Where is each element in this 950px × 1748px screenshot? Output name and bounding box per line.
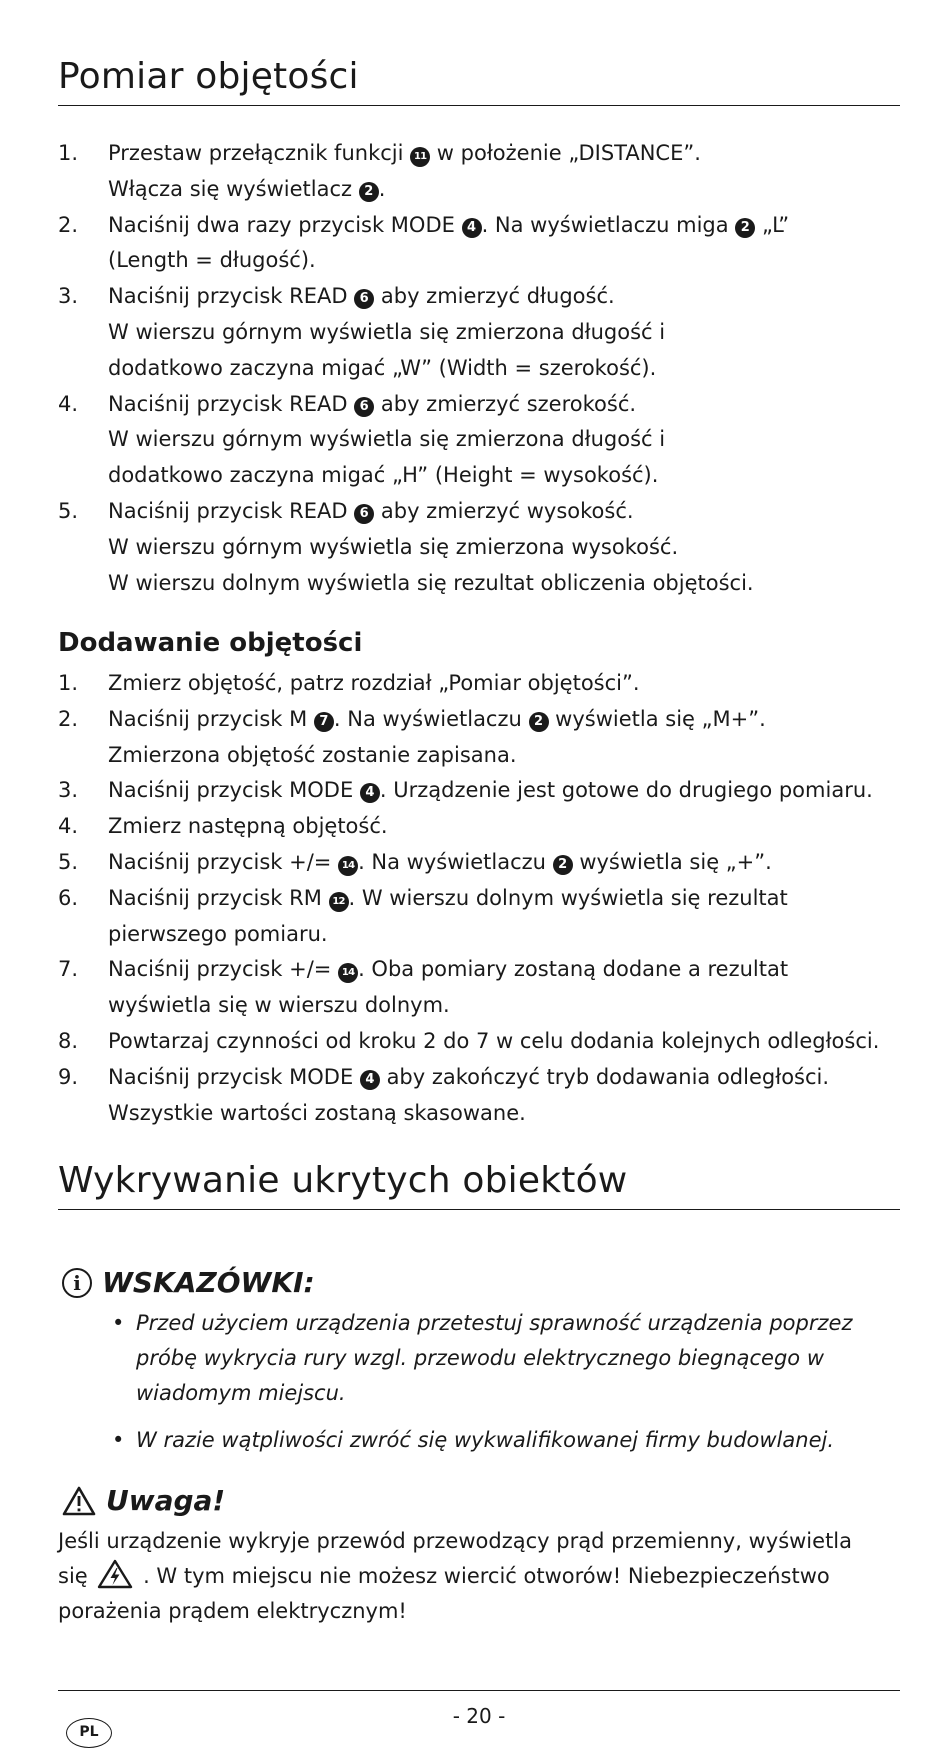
warning-triangle-icon (62, 1486, 96, 1516)
step-text: pierwszego pomiaru. (108, 921, 328, 946)
step-text: Zmierz objętość, patrz rozdział „Pomiar objętości”. (108, 671, 640, 695)
step-text: aby zmierzyć wysokość. (374, 498, 634, 523)
step-line (108, 136, 900, 172)
step-text: Naciśnij przycisk READ (108, 498, 355, 523)
callout-number-icon: 2 (553, 855, 573, 875)
step-text: wyświetla się „M+”. (548, 706, 766, 731)
step-text: W wierszu górnym wyświetla się zmierzona długość i (108, 319, 666, 344)
step-number: 6. (58, 885, 79, 910)
page-number: - 20 - (452, 1704, 506, 1728)
hints-heading (62, 1266, 315, 1299)
step-line (108, 988, 900, 1024)
step-text: Wszystkie wartości zostaną skasowane. (108, 1100, 526, 1125)
step-number: 8. (58, 1028, 79, 1053)
step-text: Naciśnij przycisk READ (108, 391, 355, 416)
step-text: dodatkowo zaczyna migać „W” (Width = szerokość). (108, 355, 657, 380)
callout-number-icon: 2 (529, 712, 549, 732)
list-item (58, 1060, 900, 1132)
step-text: aby zmierzyć szerokość. (374, 391, 637, 416)
step-number: 7. (58, 957, 79, 982)
list-item (58, 208, 900, 280)
step-text: Przestaw przełącznik funkcji (108, 141, 411, 165)
step-text: . Na wyświetlaczu miga (481, 212, 736, 237)
step-line (108, 809, 900, 845)
step-line (108, 917, 900, 953)
callout-number-icon: 4 (360, 783, 380, 803)
high-voltage-warning-icon (97, 1559, 133, 1589)
step-text: Naciśnij dwa razy przycisk MODE (108, 212, 462, 237)
step-line (108, 494, 900, 530)
step-text: Powtarzaj czynności od kroku 2 do 7 w celu dodania kolejnych odległości. (108, 1028, 880, 1053)
list-item (58, 136, 900, 208)
list-item: • Przed użyciem urządzenia przetestuj sprawność urządzenia poprzez próbę wykrycia rury wzgl. przewodu elektrycznego biegnącego w wiadomym miejscu. (112, 1306, 860, 1411)
list-item (58, 809, 900, 845)
step-line (108, 208, 900, 244)
callout-number-icon: 6 (354, 504, 374, 524)
step-line (108, 387, 900, 423)
step-text: . Urządzenie jest gotowe do drugiego pomiaru. (379, 778, 873, 803)
step-text: . W wierszu dolnym wyświetla się rezultat (348, 885, 788, 910)
step-line (108, 738, 900, 774)
step-text: Naciśnij przycisk RM (108, 885, 329, 910)
list-item (58, 1024, 900, 1060)
step-line (108, 881, 900, 917)
callout-number-icon: 14 (338, 963, 358, 983)
warning-text-start: Jeśli urządzenie wykryje przewód przewodzący prąd przemienny, wyświetla się (58, 1529, 853, 1588)
callout-number-icon: 4 (462, 218, 482, 238)
step-line (108, 1024, 900, 1060)
list-item (58, 773, 900, 809)
step-text: Naciśnij przycisk +/= (108, 849, 339, 874)
list-item: • W razie wątpliwości zwróć się wykwalifikowanej firmy budowlanej. (112, 1423, 860, 1458)
hints-list (112, 1306, 860, 1470)
step-text: dodatkowo zaczyna migać „H” (Height = wysokość). (108, 463, 659, 488)
step-number: 4. (58, 814, 79, 839)
callout-number-icon: 14 (338, 856, 358, 876)
list-item (58, 845, 900, 881)
step-text: . Na wyświetlaczu (333, 706, 529, 731)
step-number: 4. (58, 391, 79, 416)
warning-heading (62, 1484, 225, 1517)
step-line (108, 702, 900, 738)
step-line (108, 845, 900, 881)
step-text: Zmierz następną objętość. (108, 814, 388, 839)
section-heading-detection (58, 1160, 900, 1210)
list-item (58, 494, 900, 601)
callout-number-icon: 2 (359, 182, 379, 202)
step-number: 1. (58, 141, 79, 165)
step-text: Naciśnij przycisk +/= (108, 957, 339, 982)
callout-number-icon: 11 (410, 147, 430, 167)
step-number: 3. (58, 778, 79, 803)
callout-number-icon: 6 (354, 289, 374, 309)
step-text: wyświetla się w wierszu dolnym. (108, 993, 450, 1018)
section-title: Pomiar objętości (58, 56, 359, 97)
step-line (108, 1096, 900, 1132)
step-text: . Na wyświetlaczu (358, 849, 553, 874)
list-item (58, 952, 900, 1024)
callout-number-icon: 4 (360, 1070, 380, 1090)
step-text: wyświetla się „+”. (572, 849, 772, 874)
section-heading-volume (58, 56, 900, 106)
step-text: Zmierzona objętość zostanie zapisana. (108, 742, 517, 767)
step-number: 5. (58, 498, 79, 523)
step-number: 5. (58, 849, 79, 874)
callout-number-icon: 7 (314, 712, 334, 732)
step-line (108, 172, 900, 208)
callout-number-icon: 2 (735, 218, 755, 238)
step-number: 1. (58, 671, 79, 695)
step-text: Naciśnij przycisk MODE (108, 778, 360, 803)
step-text: (Length = długość). (108, 248, 316, 273)
step-text: Naciśnij przycisk MODE (108, 1064, 360, 1089)
section-title: Wykrywanie ukrytych obiektów (58, 1160, 628, 1201)
step-line (108, 952, 900, 988)
callout-number-icon: 12 (329, 892, 349, 912)
step-line (108, 243, 900, 279)
step-text: W wierszu górnym wyświetla się zmierzona wysokość. (108, 534, 679, 559)
step-text: W wierszu górnym wyświetla się zmierzona długość i (108, 427, 666, 452)
volume-steps-list (58, 136, 900, 601)
step-line (108, 1060, 900, 1096)
list-item (58, 666, 900, 702)
hints-heading-label: WSKAZÓWKI: (102, 1266, 315, 1299)
step-number: 9. (58, 1064, 79, 1089)
footer-divider (58, 1690, 900, 1691)
list-item (58, 881, 900, 953)
step-line (108, 279, 900, 315)
step-text: aby zakończyć tryb dodawania odległości. (379, 1064, 830, 1089)
callout-number-icon: 6 (354, 397, 374, 417)
step-line (108, 422, 900, 458)
subsection-title-adding-volume: Dodawanie objętości (58, 628, 363, 658)
step-text: Naciśnij przycisk READ (108, 284, 355, 309)
step-text: aby zmierzyć długość. (374, 284, 615, 309)
step-line (108, 315, 900, 351)
adding-volume-steps-list (58, 666, 900, 1131)
step-number: 2. (58, 212, 79, 237)
step-line (108, 566, 900, 602)
step-line (108, 666, 900, 702)
list-item (58, 387, 900, 494)
step-text: Włącza się wyświetlacz (108, 176, 359, 201)
list-item (58, 702, 900, 774)
warning-heading-label: Uwaga! (106, 1484, 226, 1517)
warning-text (58, 1524, 870, 1629)
language-badge: PL (66, 1718, 112, 1748)
step-text: Naciśnij przycisk M (108, 706, 314, 731)
step-text: . Oba pomiary zostaną dodane a rezultat (358, 957, 789, 982)
step-text: „L” (755, 212, 790, 237)
step-text: . (378, 176, 386, 201)
step-number: 3. (58, 284, 79, 309)
step-line (108, 530, 900, 566)
step-line (108, 351, 900, 387)
info-icon: i (62, 1268, 92, 1298)
step-text: W wierszu dolnym wyświetla się rezultat obliczenia objętości. (108, 570, 754, 595)
warning-text-end: . W tym miejscu nie możesz wiercić otworów! Niebezpieczeństwo porażenia prądem elektrycznym! (58, 1564, 830, 1623)
step-text: w położenie „DISTANCE”. (430, 141, 701, 165)
list-item (58, 279, 900, 386)
step-line (108, 458, 900, 494)
step-line (108, 773, 900, 809)
step-number: 2. (58, 706, 79, 731)
